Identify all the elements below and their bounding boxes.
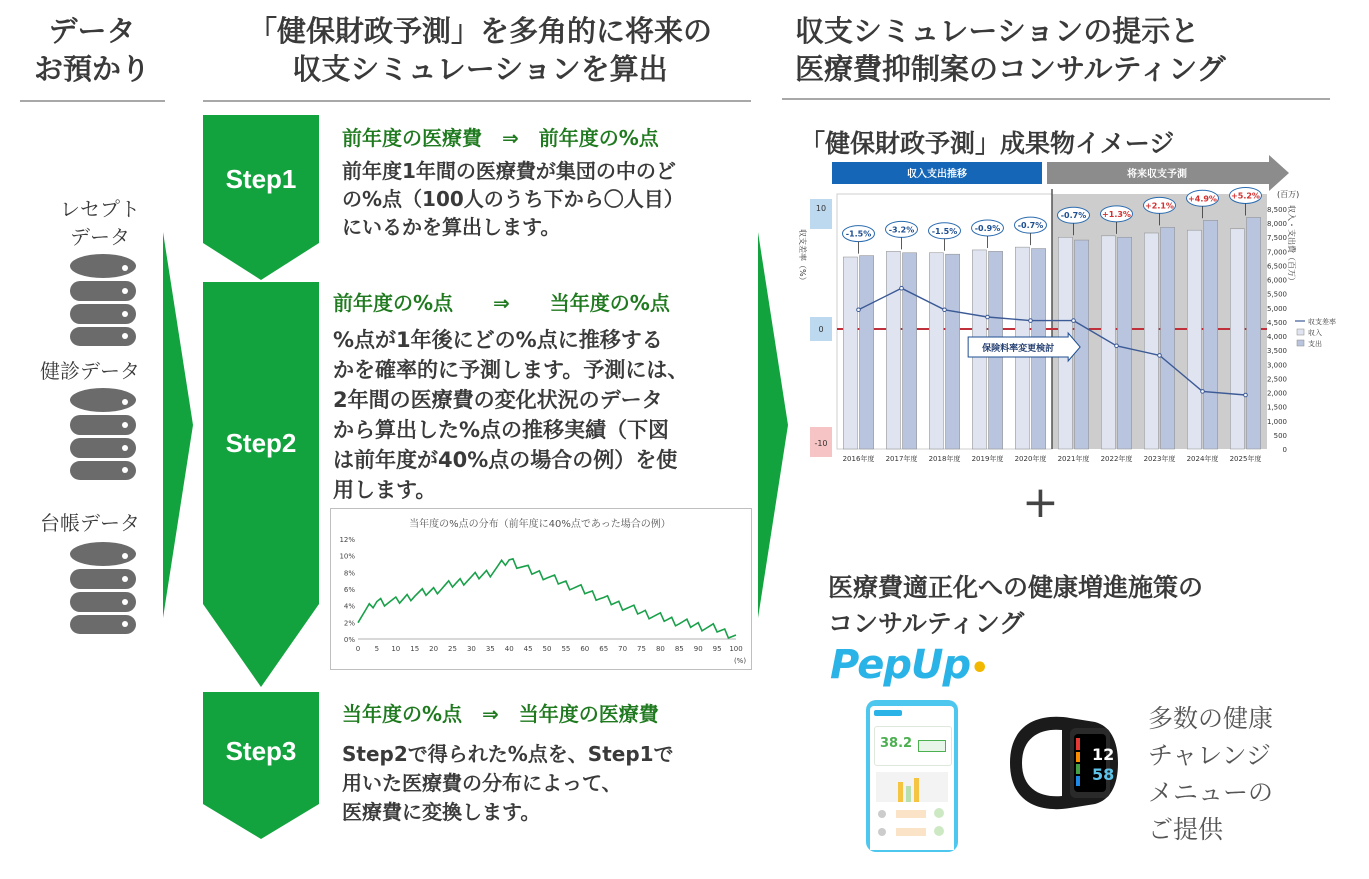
x-tick-label: 40	[504, 645, 514, 653]
step2-body: %点が1年後にどの%点に推移する かを確率的に予測します。予測には、 2年間の医療費の変化状況のデータ から算出した%点の推移実績（下図 は前年度が40%点の場合の例）を使 用します。	[333, 328, 689, 502]
pepup-logo: PepUp•	[830, 642, 989, 688]
x-tick-label: 30	[466, 645, 476, 653]
expense-bar	[1118, 237, 1132, 449]
divider	[782, 98, 1330, 100]
right-tick-label: 3,000	[1266, 361, 1287, 370]
source-label-ledger: 台帳データ	[40, 511, 140, 535]
y-tick-label: 2%	[343, 619, 355, 628]
balance-rate-point	[1029, 319, 1033, 323]
x-tick-label: 10	[391, 645, 401, 653]
x-tick-label: 20	[429, 645, 439, 653]
right-tick-label: 5,000	[1266, 304, 1287, 313]
right-axis-label: 収入・支出費（百万）	[1287, 205, 1296, 285]
rate-label: +2.1%	[1145, 201, 1174, 211]
income-bar	[929, 253, 943, 449]
right-tick-label: 7,000	[1266, 248, 1287, 257]
right-tick-label: 3,500	[1266, 347, 1287, 356]
right-tick-label: 2,500	[1266, 375, 1287, 384]
plus-sign: +	[1022, 477, 1059, 528]
x-tick-label: 70	[618, 645, 628, 653]
step2-label: Step2	[225, 428, 297, 458]
step1-chevron	[203, 115, 319, 280]
rate-label: -3.2%	[888, 225, 915, 235]
expense-bar	[1247, 217, 1261, 449]
database-icon	[68, 254, 138, 346]
step1-title: 前年度の医療費 ⇒ 前年度の%点	[342, 126, 659, 150]
category-label: 2022年度	[1100, 455, 1133, 463]
category-label: 2018年度	[928, 455, 961, 463]
y-tick-label: 6%	[343, 586, 355, 594]
rate-label: +5.2%	[1231, 191, 1260, 201]
step2-chevron	[203, 282, 319, 687]
right-tick-label: 5,500	[1266, 290, 1287, 299]
right-axis-unit: (百万)	[1277, 190, 1300, 199]
left-axis-label: 収支差率（%）	[798, 229, 807, 285]
right-tick-label: 4,000	[1266, 333, 1287, 342]
balance-rate-point	[986, 315, 990, 319]
right-tick-label: 0	[1282, 446, 1287, 454]
phone-screenshot	[866, 700, 958, 852]
step3-title: 当年度の%点 ⇒ 当年度の医療費	[342, 702, 659, 726]
distribution-chart	[331, 509, 751, 669]
y-tick-label: 0%	[343, 636, 355, 644]
step3-body: Step2で得られた%点を、Step1で 用いた医療費の分布によって、 医療費に変換します。	[342, 742, 674, 824]
balance-rate-point	[857, 308, 861, 312]
header-data-collection: データ お預かり	[33, 14, 150, 86]
health-title: 医療費適正化への健康増進施策の コンサルティング	[828, 573, 1204, 638]
rate-label: -0.7%	[1017, 221, 1044, 231]
legend-label: 支出	[1308, 340, 1322, 348]
left-tick-label: 10	[815, 204, 827, 213]
rate-label: -1.5%	[931, 226, 958, 236]
right-tick-label: 4,500	[1266, 318, 1287, 327]
category-label: 2021年度	[1057, 455, 1090, 463]
expense-bar	[1161, 227, 1175, 449]
category-label: 2024年度	[1186, 455, 1219, 463]
band-minute: 58	[1092, 765, 1115, 784]
balance-rate-point	[943, 308, 947, 312]
right-tick-label: 1,000	[1266, 417, 1287, 426]
x-tick-label: 0	[355, 645, 361, 653]
flow-arrow-right	[163, 232, 193, 618]
expense-bar	[1204, 220, 1218, 449]
right-tick-label: 6,000	[1266, 276, 1287, 285]
step1-body: 前年度1年間の医療費が集団の中のど の%点（100人のうち下から〇人目） にいるかを算出します。	[342, 159, 684, 239]
right-tick-label: 6,500	[1266, 262, 1287, 271]
category-label: 2020年度	[1014, 455, 1047, 463]
divider	[20, 100, 165, 102]
left-tick-label: 0	[818, 325, 824, 334]
x-tick-label: 65	[599, 645, 609, 653]
x-tick-label: 35	[485, 645, 495, 653]
y-tick-label: 4%	[343, 602, 355, 611]
category-label: 2019年度	[971, 455, 1004, 463]
legend-label: 収入	[1308, 329, 1322, 337]
rate-label: +4.9%	[1188, 194, 1217, 204]
balance-rate-point	[1115, 344, 1119, 348]
menu-text: 多数の健康 チャレンジ メニューの ご提供	[1148, 704, 1274, 844]
y-tick-label: 12%	[339, 536, 355, 544]
legend-income-swatch	[1297, 329, 1304, 335]
legend-expense-swatch	[1297, 340, 1304, 346]
balance-rate-point	[1158, 354, 1162, 358]
y-tick-label: 8%	[343, 569, 355, 578]
header-simulation: 「健保財政予測」を多角的に将来の 収支シミュレーションを算出	[247, 14, 712, 86]
x-tick-label: 100	[729, 645, 743, 653]
x-tick-label: 5	[374, 645, 380, 653]
income-bar	[886, 251, 900, 449]
forecast-chart	[782, 154, 1336, 464]
header-consulting: 収支シミュレーションの提示と 医療費抑制案のコンサルティング	[795, 14, 1226, 86]
step1-label: Step1	[225, 164, 297, 194]
step2-title: 前年度の%点 ⇒ 当年度の%点	[333, 291, 670, 315]
result-title: 「健保財政予測」成果物イメージ	[800, 129, 1175, 158]
band-past-label: 収入支出推移	[907, 169, 967, 180]
category-label: 2017年度	[885, 455, 918, 463]
income-bar	[843, 257, 857, 449]
x-tick-label: 55	[561, 645, 571, 653]
income-bar	[1101, 236, 1115, 449]
balance-rate-point	[1072, 319, 1076, 323]
category-label: 2025年度	[1229, 455, 1262, 463]
y-tick-label: 10%	[339, 552, 355, 561]
rate-label: -0.7%	[1060, 211, 1087, 221]
distribution-series-line	[358, 559, 736, 638]
balance-rate-point	[900, 286, 904, 290]
left-tick-label: -10	[814, 439, 828, 448]
income-bar	[1187, 230, 1201, 449]
expense-bar	[903, 253, 917, 449]
rate-label: -1.5%	[845, 229, 872, 239]
expense-bar	[860, 256, 874, 449]
income-bar	[1144, 233, 1158, 449]
source-label-receipt: レセプト データ	[60, 197, 140, 249]
right-tick-label: 1,500	[1266, 403, 1287, 412]
balance-rate-point	[1244, 393, 1248, 397]
fitness-band-image	[1000, 708, 1130, 818]
x-tick-label: 75	[637, 645, 646, 653]
income-bar	[1230, 229, 1244, 449]
right-tick-label: 500	[1273, 431, 1287, 440]
legend-label: 収支差率	[1308, 318, 1336, 326]
annotation-label: 保険料率変更検討	[982, 344, 1055, 354]
expense-bar	[946, 254, 960, 449]
band-future-label: 将来収支予測	[1127, 169, 1187, 180]
x-tick-label: 25	[448, 645, 457, 653]
x-unit-label: (%)	[733, 657, 747, 665]
balance-rate-point	[1201, 390, 1205, 394]
category-label: 2023年度	[1143, 455, 1176, 463]
phone-score: 38.2	[880, 736, 913, 751]
rate-label: +1.3%	[1102, 209, 1131, 219]
distribution-chart-title: 当年度の%点の分布（前年度に40%点であった場合の例）	[409, 519, 671, 530]
right-tick-label: 8,000	[1266, 220, 1287, 229]
right-tick-label: 2,000	[1266, 389, 1287, 398]
rate-label: -0.9%	[974, 223, 1001, 233]
x-tick-label: 80	[655, 645, 665, 653]
x-tick-label: 50	[542, 645, 552, 653]
x-tick-label: 90	[693, 645, 703, 653]
x-tick-label: 45	[523, 645, 533, 653]
step3-label: Step3	[225, 736, 297, 766]
database-icon	[68, 542, 138, 634]
category-label: 2016年度	[842, 455, 875, 463]
divider	[203, 100, 751, 102]
x-tick-label: 60	[580, 645, 590, 653]
band-hour: 12	[1092, 745, 1115, 764]
x-tick-label: 15	[410, 645, 420, 653]
right-tick-label: 8,500	[1266, 206, 1287, 214]
x-tick-label: 95	[712, 645, 722, 653]
right-tick-label: 7,500	[1266, 234, 1287, 243]
database-icon	[68, 388, 138, 480]
x-tick-label: 85	[674, 645, 684, 653]
source-label-checkup: 健診データ	[40, 359, 140, 383]
